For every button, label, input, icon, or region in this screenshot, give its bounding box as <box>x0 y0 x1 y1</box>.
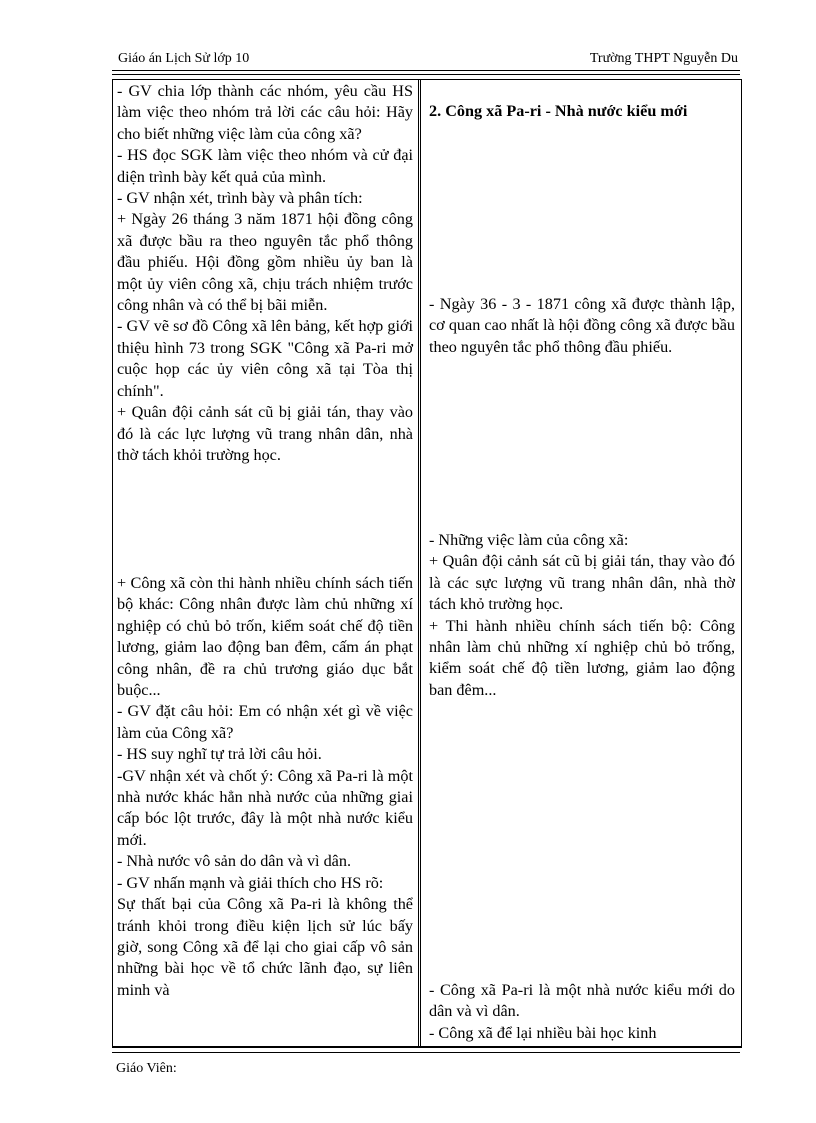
right-block-2 <box>429 530 735 701</box>
right-text-3: - Công xã Pa-ri là một nhà nước kiểu mới do dân và vì dân. - Công xã để lại nhiều bài học kinh <box>429 981 735 1042</box>
left-text-1: - GV chia lớp thành các nhóm, yêu cầu HS làm việc theo nhóm trả lời các câu hỏi: Hãy cho biết những việc làm của công xã? - HS đọc SGK làm việc theo nhóm và cử đại diện trình bày kết quả của mình. - GV nhận xét, trình bày và phân tích: + Ngày 26 tháng 3 năm 1871 hội đồng công xã được bầu ra theo nguyên tắc phổ thông đầu phiếu. Hội đồng gồm nhiều ủy ban là một ủy viên công xã, chịu trách nhiệm trước công nhân và có thể bị bãi miễn. - GV vẽ sơ đồ Công xã lên bảng, kết hợp giới thiệu hình 73 trong SGK "Công xã Pa-ri mở cuộc họp các ủy viên công xã tại Tòa thị chính". + Quân đội cảnh sát cũ bị giải tán, thay vào đó là các lực lượng vũ trang nhân dân, nhà thờ tách khỏi trường học. <box>117 82 413 464</box>
page-header <box>112 50 740 71</box>
left-block-2 <box>117 573 413 1001</box>
header-subject: Giáo án Lịch Sử lớp 10 <box>118 51 250 66</box>
right-text-2: - Những việc làm của công xã: + Quân đội cảnh sát cũ bị giải tán, thay vào đó là các sực lượng vũ trang nhân dân, nhà thờ tách khỏ trường học. + Thi hành nhiều chính sách tiến bộ: Công nhân làm chủ những xí nghiệp chủ bỏ trống, kiểm soát chế độ tiền lương, giảm lao động ban đêm... <box>429 531 735 699</box>
header-school: Trường THPT Nguyễn Du <box>589 51 738 66</box>
right-text-1: - Ngày 36 - 3 - 1871 công xã được thành lập, cơ quan cao nhất là hội đồng công xã được bầu theo nguyên tắc phổ thông đầu phiếu. <box>429 295 735 356</box>
right-block-3 <box>429 980 735 1044</box>
lesson-table <box>112 79 742 1048</box>
section-heading: 2. Công xã Pa-ri - Nhà nước kiểu mới <box>429 102 688 120</box>
column-divider <box>418 80 421 1046</box>
left-block-1 <box>117 81 413 466</box>
header-divider <box>112 74 740 75</box>
left-text-2: + Công xã còn thi hành nhiều chính sách tiến bộ khác: Công nhân được làm chủ những xí nghiệp có chủ bỏ trốn, kiểm soát chế độ tiền lương, giảm lao động ban đêm, cấm án phạt công nhân, đề ra chủ trương giáo dục bắt buộc... - GV đặt câu hỏi: Em có nhận xét gì về việc làm của Công xã? - HS suy nghĩ tự trả lời câu hỏi. -GV nhận xét và chốt ý: Công xã Pa-ri là một nhà nước khác hẳn nhà nước của những giai cấp bóc lột trước, đây là một nhà nước kiểu mới. - Nhà nước vô sản do dân và vì dân. - GV nhấn mạnh và giải thích cho HS rõ: Sự thất bại của Công xã Pa-ri là không thể tránh khỏi trong điều kiện lịch sử lúc bấy giờ, song Công xã để lại cho giai cấp vô sản những bài học về tổ chức lãnh đạo, sự liên minh và <box>117 574 413 999</box>
right-heading-block <box>429 101 735 122</box>
page-footer <box>112 1052 740 1076</box>
right-block-1 <box>429 294 735 358</box>
footer-teacher-label: Giáo Viên: <box>116 1061 177 1076</box>
